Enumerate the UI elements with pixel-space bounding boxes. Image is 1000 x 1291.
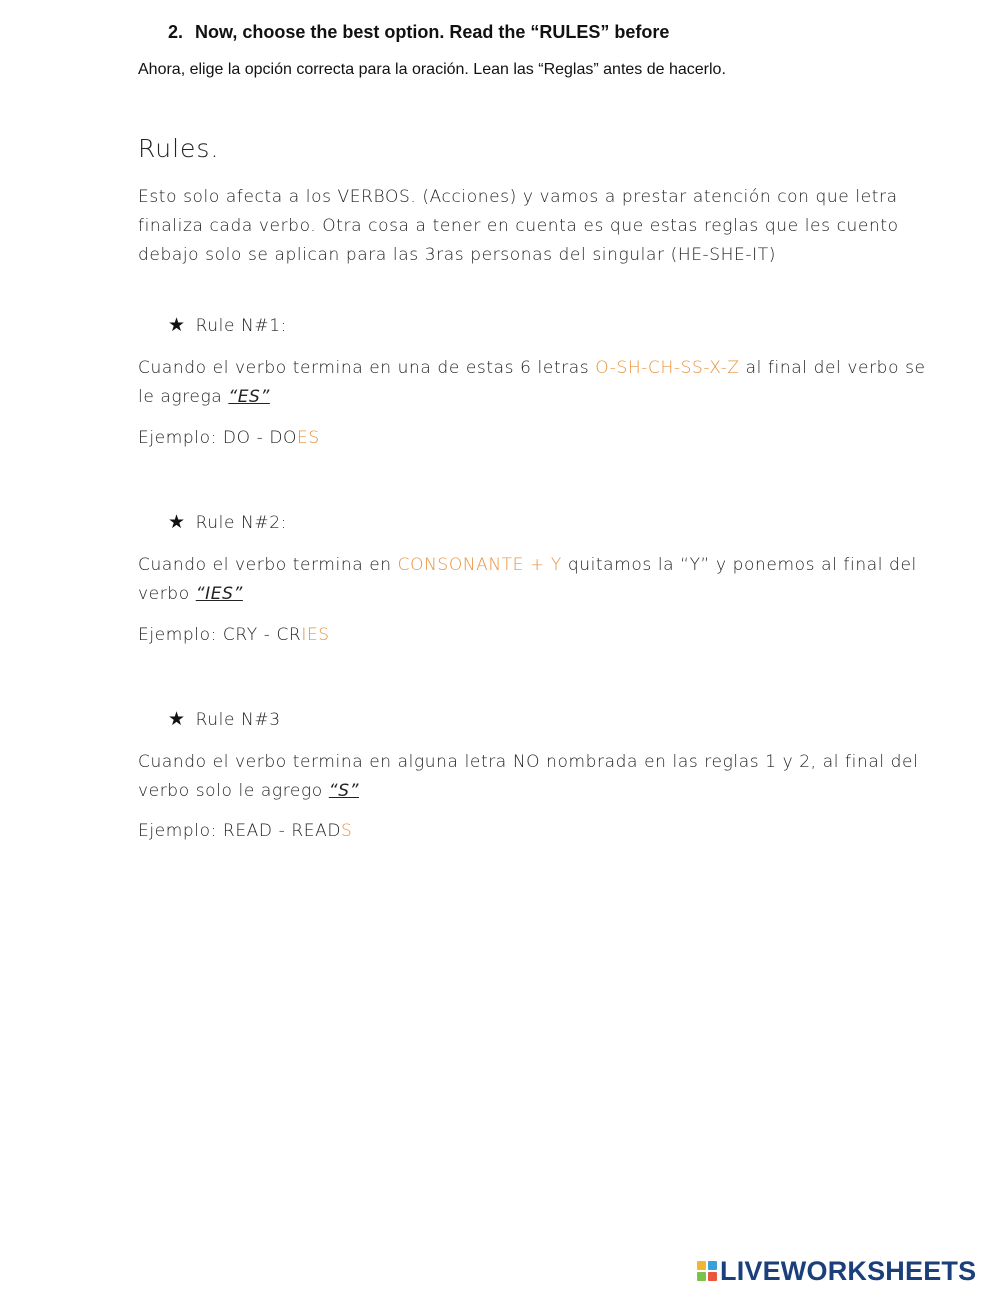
rule-2-text-before: Cuando el verbo termina en: [138, 555, 398, 575]
logo-block: [697, 1272, 706, 1281]
rule-1-text: [138, 354, 938, 412]
rule-2-example-highlight: IES: [301, 625, 330, 645]
rule-3-example-highlight: S: [341, 821, 353, 841]
question-title: Now, choose the best option. Read the “RULES” before: [195, 22, 670, 42]
rule-1-highlight: O-SH-CH-SS-X-Z: [595, 358, 740, 378]
rule-1-example-label: Ejemplo: DO - DO: [138, 428, 298, 448]
star-icon: ★: [168, 708, 186, 730]
rule-2-text-after: quitamos la “Y” y ponemos al final del verbo: [138, 555, 917, 604]
rules-intro: Esto solo afecta a los VERBOS. (Acciones) y vamos a prestar atención con que letra finaliza cada verbo. Otra cosa a tener en cuenta es que estas reglas que les cuento debajo solo se aplican para las 3ras personas del singular (HE-SHE-IT): [138, 187, 899, 265]
question-number: 2.: [168, 22, 184, 42]
rule-3-title: Rule N#3: [195, 710, 281, 730]
rule-1-text-after: al final del verbo se le agrega: [138, 358, 926, 407]
rule-1-heading: [168, 314, 287, 336]
star-icon: ★: [168, 511, 186, 533]
rule-3-example: [138, 821, 352, 841]
rule-1-example-highlight: ES: [297, 428, 320, 448]
rule-1-suffix: “ES”: [228, 387, 270, 407]
rule-2-suffix: “IES”: [195, 584, 243, 604]
logo-block: [708, 1272, 717, 1281]
rule-2-heading: [168, 511, 287, 533]
rule-1-example: [138, 428, 320, 448]
question-heading: [168, 22, 669, 43]
rule-2-title: Rule N#2:: [195, 513, 287, 533]
rule-3-suffix: “S”: [328, 781, 359, 801]
rule-1-text-before: Cuando el verbo termina en una de estas 6 letras: [138, 358, 596, 378]
logo-block: [708, 1261, 717, 1270]
star-icon: ★: [168, 314, 186, 336]
logo-text: LIVEWORKSHEETS: [720, 1255, 977, 1286]
rule-3-heading: [168, 708, 281, 730]
rule-2-text: [138, 551, 938, 609]
rules-title: Rules.: [138, 134, 220, 163]
logo-blocks-icon: [697, 1261, 717, 1281]
rule-3-text: [138, 748, 938, 806]
rule-3-example-label: Ejemplo: READ - READ: [138, 821, 342, 841]
question-subtitle: Ahora, elige la opción correcta para la oración. Lean las “Reglas” antes de hacerlo.: [138, 61, 726, 78]
rule-2-highlight: CONSONANTE + Y: [397, 555, 562, 575]
rule-1-title: Rule N#1:: [195, 316, 287, 336]
rule-2-example: [138, 625, 330, 645]
liveworksheets-logo: [697, 1256, 976, 1286]
logo-block: [697, 1261, 706, 1270]
rule-3-text-before: Cuando el verbo termina en alguna letra NO nombrada en las reglas 1 y 2, al final del verbo solo le agrego: [138, 752, 919, 801]
rule-2-example-label: Ejemplo: CRY - CR: [138, 625, 302, 645]
